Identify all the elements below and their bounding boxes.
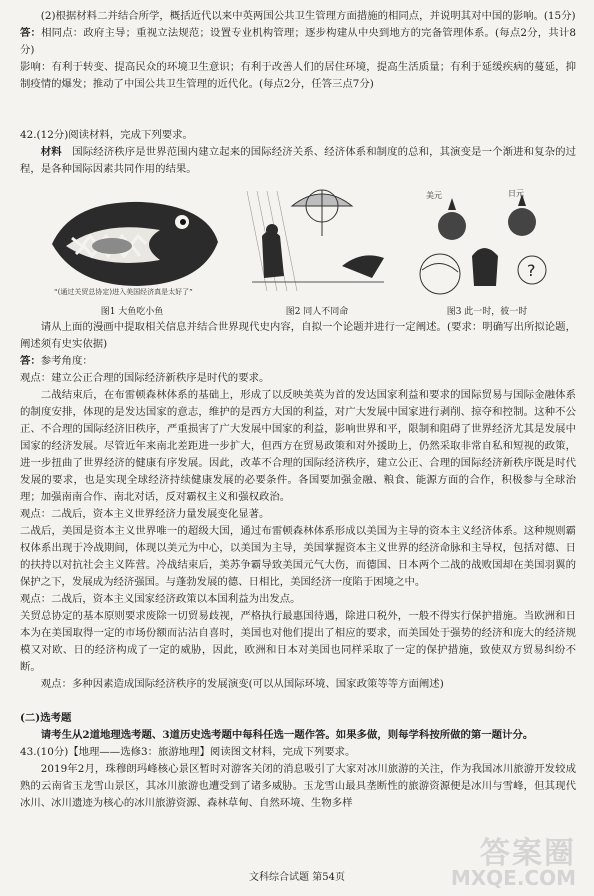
fig1-inner-caption: “(通过关贸总协定)进入美国经济真是太好了” bbox=[54, 288, 193, 296]
q42-paragraph-1: 二战结束后，在布雷顿森林体系的基础上，形成了以反映美英为首的发达国家利益和要求的国际贸易与国际金融体系的制度安排，体现的是发达国家的意志，维护的是西方大国的利益，对广大发展中国家进行剥削、掠夺和控制。这种不公正、不合理的国际经济旧秩序，严重损害了广大发展中国家的利益，影响世界和平，限制和阻碍了世界经济尤其是发展中国家的经济发展。尽管近年来南北差距进一步扩大，但西方在贸易政策和对外援助上，仍然采取非常自私和短视的政策，进一步扭曲了世界经济的健康有序发展。因此，改革不合理的国际经济秩序，建立公正、合理的国际经济新秩序既是时代发展的要求，也是实现全球经济持续健康发展的必要条件。各国要加强金融、粮食、能源方面的合作，积极参与全球治理；加强南南合作、南北对话，反对霸权主义和强权政治。 bbox=[20, 389, 576, 503]
fig2-caption: 图2 同人不同命 bbox=[285, 307, 349, 317]
q43-text: 2019年2月，珠穆朗玛峰核心景区暂时对游客关闭的消息吸引了大家对冰川旅游的关注，作为我国冰川旅游开发较成熟的云南省玉龙雪山景区，其冰川旅游也遭受到了诸多威胁。玉龙雪山最具垄断性的旅游资源便是冰川与雪峰，但其现代冰川、冰川遗迹为核心的冰川旅游资源、森林草甸、自然环境、生物多样 bbox=[20, 763, 576, 809]
page-footer: 文科综合试题 第54页 bbox=[249, 872, 345, 883]
q42-material: 材料 国际经济秩序是世界范围内建立起来的国际经济关系、经济体系和制度的总和，其演变是一个渐进和复杂的过程，是各种国际因素共同作用的结果。 bbox=[20, 146, 577, 175]
section-instructions: 请考生从2道地理选考题、3道历史选考题中每科任选一题作答。如果多做，则每学科按所做的第一题计分。 bbox=[40, 729, 534, 741]
q42-answer bbox=[20, 319, 576, 693]
fig1-cartoon bbox=[42, 186, 222, 298]
q43-title: 43.(10分)【地理——选修3：旅游地理】阅读图文材料，完成下列要求。 bbox=[20, 746, 356, 758]
elective-section bbox=[20, 710, 576, 812]
cartoon-panels bbox=[42, 186, 582, 316]
q41-answer-impact: 影响：有利于转变、提高民众的环境卫生意识；有利于改善人们的居住环境，提高生活质量；有利于延缓疾病的蔓延，抑制疫情的爆发；推动了中国公共卫生管理的近代化。(每点2分，任答三点7分) bbox=[20, 61, 576, 90]
watermark-line-1: 答案圈 bbox=[480, 836, 576, 871]
q42-view-2: 观点：二战后，资本主义世界经济力量发展变化显著。 bbox=[20, 508, 270, 520]
section-heading: (二)选考题 bbox=[20, 712, 72, 724]
svg-text:?: ? bbox=[527, 261, 536, 280]
fig3-label-dollar: 美元 bbox=[426, 191, 442, 200]
q41-section bbox=[20, 8, 576, 93]
q41-answer-same: 答：相同点：政府主导；重视立法规范；设置专业机构管理；逐步构建从中央到地方的完备管理体系。(每点2分，共计8分) bbox=[20, 27, 577, 56]
fig3-cartoon bbox=[412, 186, 562, 298]
fig1-caption: 图1 大鱼吃小鱼 bbox=[100, 307, 164, 317]
q42-paragraph-3: 关贸总协定的基本原则要求废除一切贸易歧视，严格执行最惠国待遇，除进口税外，一般不得实行保护措施。当欧洲和日本为在美国取得一定的市场份额而沾沾自喜时，美国也对他们提出了相应的要求，而美国处于强势的经济和庞大的经济规模又对欧、日的经济构成了一定的威胁，因此，欧洲和日本对美国也同样采取了一定的保护措施，致使双方贸易纠纷不断。 bbox=[20, 610, 576, 673]
q41-subquestion-2: (2)根据材料二并结合所学，概括近代以来中英两国公共卫生管理方面措施的相同点，并说明其对中国的影响。(15分) bbox=[40, 10, 576, 22]
fig2-cartoon bbox=[242, 186, 392, 298]
q42-answer-intro: 答：参考角度： bbox=[20, 355, 93, 367]
answer-label: 答： bbox=[20, 27, 42, 39]
q42-view-3: 观点：二战后，资本主义国家经济政策以本国利益为出发点。 bbox=[20, 593, 301, 605]
q42-view-4: 观点：多种因素造成国际经济秩序的发展演变(可以从国际环境、国家政策等等方面阐述) bbox=[40, 678, 444, 690]
q42-task: 请从上面的漫画中提取相关信息并结合世界现代史内容，自拟一个论题并进行一定阐述。(要求：明确写出所拟论题，阐述须有史实依据) bbox=[20, 321, 576, 350]
q42-title: 42.(12分)阅读材料，完成下列要求。 bbox=[20, 129, 193, 141]
fig3-label-yen: 日元 bbox=[508, 189, 524, 198]
fig3-caption: 图3 此一时，彼一时 bbox=[446, 307, 528, 317]
q42-view-1: 观点：建立公正合理的国际经济新秩序是时代的要求。 bbox=[20, 372, 270, 384]
q42-paragraph-2: 二战后，美国是资本主义世界唯一的超级大国，通过布雷顿森林体系形成以美国为主导的资本主义经济体系。这种规则霸权体系出现于冷战期间，体现以美元为中心，以美国为主导，美国掌握资本主义世界的经济命脉和主导权，包括对德、日的扶持以对抗社会主义阵营。冷战结束后，美苏争霸导致美国元气大伤，而德国、日本两个二战的战败国却在美国羽翼的保护之下，发展成为经济强国。与蓬勃发展的德、日相比，美国经济一度陷于困境之中。 bbox=[20, 525, 576, 588]
q42-header bbox=[20, 127, 576, 178]
watermark-line-2: MXQE.COM bbox=[450, 866, 576, 890]
watermark bbox=[450, 836, 576, 890]
